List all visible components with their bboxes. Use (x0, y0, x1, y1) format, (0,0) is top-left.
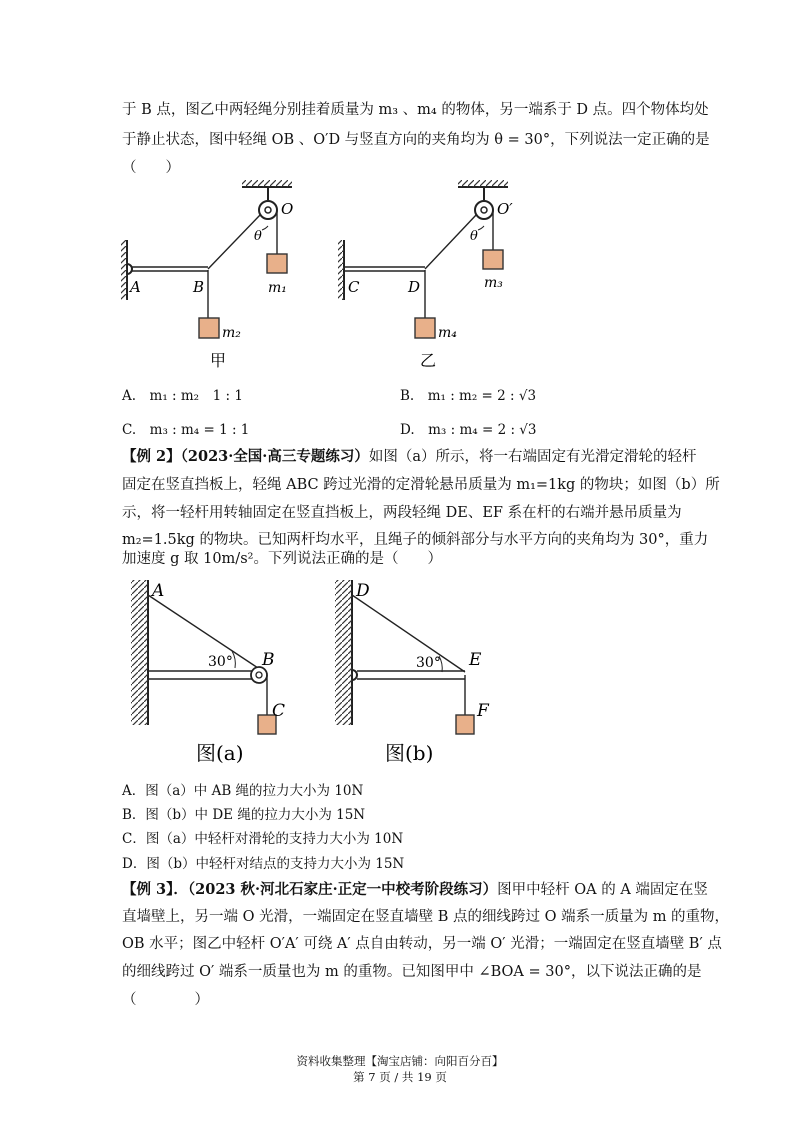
q2-line-5: 加速度 g 取 10m/s²。下列说法正确的是（ ） (122, 551, 442, 567)
q1-line-2: 于静止状态，图中轻绳 OB 、O′D 与竖直方向的夹角均为 θ = 30°，下列说法一定正确的是 (122, 132, 710, 148)
q2-tag: 【例 2】 (122, 448, 181, 465)
footer-source: 资料收集整理【淘宝店铺：向阳百分百】 (296, 1054, 504, 1068)
caption-jia: 甲 (210, 351, 227, 370)
q3-source: （2023 秋·河北石家庄·正定一中校考阶段练习） (187, 881, 498, 898)
block-m3 (483, 250, 503, 269)
q2-line-3: 示，将一轻杆用转轴固定在竖直挡板上，两段轻绳 DE、EF 系在杆的右端并悬吊质量为 (122, 505, 682, 521)
label-theta-right: θ (470, 229, 478, 244)
label-A: A (130, 278, 141, 296)
label-B: B (193, 278, 205, 296)
label-D: D (408, 278, 421, 296)
q2-option-d[interactable]: D．图（b）中轻杆对结点的支持力大小为 15N (122, 856, 405, 872)
block-m1 (267, 254, 287, 273)
figure-b (335, 580, 474, 734)
block-m2 (199, 318, 219, 338)
figure-yi (338, 180, 508, 338)
label-a-angle: 30° (208, 654, 233, 670)
caption-yi: 乙 (420, 351, 437, 370)
q1-option-c[interactable]: C. m₃ : m₄ = 1 : 1 (122, 422, 250, 438)
q3-tag: 【例 3】． (122, 881, 188, 898)
label-b-angle: 30° (416, 655, 441, 671)
q1-line-3: （ ） (122, 160, 180, 176)
block-m4 (415, 318, 435, 338)
label-theta-left: θ (254, 229, 262, 244)
q3-line-5: （ ） (122, 992, 209, 1008)
label-m2: m₂ (222, 325, 241, 341)
caption-b: 图(b) (385, 741, 434, 765)
q2-line-4: m₂=1.5kg 的物块。已知两杆均水平，且绳子的倾斜部分与水平方向的夹角均为 30°，重力 (122, 532, 709, 548)
q2-text-1: 如图（a）所示，将一右端固定有光滑定滑轮的轻杆 (368, 449, 697, 465)
label-b-F: F (477, 701, 489, 721)
label-m3: m₃ (484, 275, 503, 291)
q1-option-b[interactable]: B. m₁ : m₂ = 2 : √3 (400, 388, 537, 404)
q1-option-a[interactable]: A. m₁ : m₂ 1 : 1 (122, 388, 243, 404)
q3-line-2: 直墙壁上，另一端 O 光滑，一端固定在竖直墙壁 B 点的细线跨过 O 端系一质量为 m 的重物， (122, 909, 730, 925)
q2-option-c[interactable]: C．图（a）中轻杆对滑轮的支持力大小为 10N (122, 831, 404, 847)
label-b-E: E (469, 650, 482, 670)
q2-option-b[interactable]: B．图（b）中 DE 绳的拉力大小为 15N (122, 807, 366, 823)
q3-line-3: OB 水平；图乙中轻杆 O′A′ 可绕 A′ 点自由转动，另一端 O′ 光滑；一端固定在竖直墙壁 B′ 点 (122, 936, 722, 952)
q3-line-1 (122, 880, 708, 900)
label-m4: m₄ (438, 325, 457, 341)
figure-a (131, 580, 276, 734)
label-b-D: D (356, 581, 370, 601)
q2-line-2: 固定在竖直挡板上，轻绳 ABC 跨过光滑的定滑轮悬吊质量为 m₁=1kg 的物块；如图（b）所 (122, 477, 720, 493)
q2-source: （2023·全国·高三专题练习） (180, 448, 369, 465)
q2-line-1 (122, 447, 697, 467)
label-O: O (281, 200, 294, 218)
label-a-A: A (152, 581, 165, 601)
caption-a: 图(a) (196, 741, 244, 765)
label-m1: m₁ (268, 280, 287, 296)
label-C: C (348, 278, 360, 296)
label-a-C: C (272, 701, 286, 721)
q1-line-1: 于 B 点，图乙中两轻绳分别挂着质量为 m₃ 、m₄ 的物体，另一端系于 D 点。四个物体均处 (122, 102, 709, 118)
label-O-prime: O′ (497, 200, 513, 218)
q3-line-4: 的细线跨过 O′ 端系一质量也为 m 的重物。已知图甲中 ∠BOA = 30°，以下说法正确的是 (122, 964, 702, 980)
block-b (456, 715, 474, 734)
q2-option-a[interactable]: A．图（a）中 AB 绳的拉力大小为 10N (122, 783, 364, 799)
q1-option-d[interactable]: D. m₃ : m₄ = 2 : √3 (400, 422, 537, 438)
q3-text-1: 图甲中轻杆 OA 的 A 端固定在竖 (497, 882, 708, 898)
figure-jia (121, 180, 292, 338)
label-a-B: B (262, 650, 275, 670)
footer-page-number: 第 7 页 / 共 19 页 (353, 1070, 447, 1084)
